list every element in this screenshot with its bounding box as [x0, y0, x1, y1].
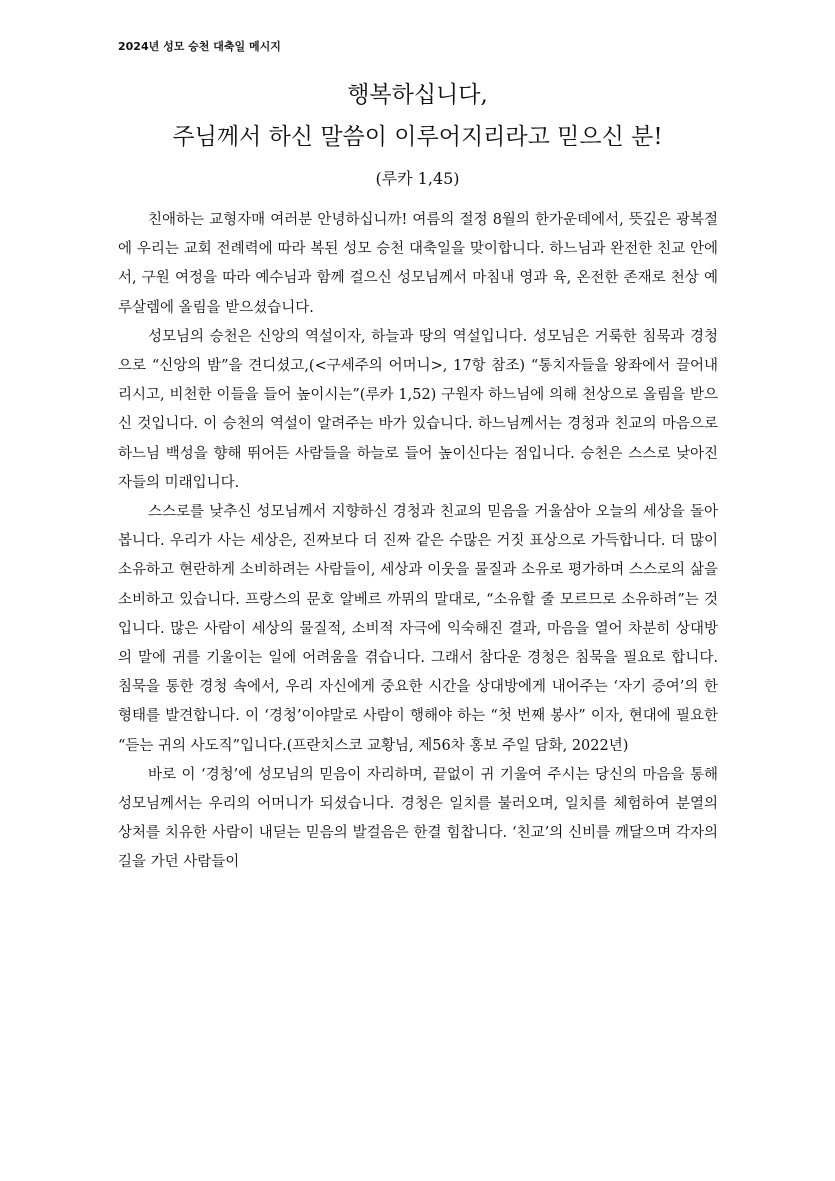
paragraph: 스스로를 낮추신 성모님께서 지향하신 경청과 친교의 믿음을 거울삼아 오늘의 세상을 돌아봅니다. 우리가 사는 세상은, 진짜보다 더 진짜 같은 수많은 거짓 표상으로 가득합니다. 더 많이 소유하고 현란하게 소비하려는 사람들이, 세상과 이웃을 물질과 소유로 평가하며 스스로의 삶을 소비하고 있습니다. 프랑스의 문호 알베르 까뮈의 말대로, “소유할 줄 모르므로 소유하려”는 것입니다. 많은 사람이 세상의 물질적, 소비적 자극에 익숙해진 결과, 마음을 열어 차분히 상대방의 말에 귀를 기울이는 일에 어려움을 겪습니다. 그래서 참다운 경청은 침묵을 필요로 합니다. 침묵을 통한 경청 속에서, 우리 자신에게 중요한 시간을 상대방에게 내어주는 ‘자기 증여’의 한 형태를 발견합니다. 이 ‘경청’이야말로 사람이 행해야 하는 “첫 번째 봉사” 이자, 현대에 필요한 “듣는 귀의 사도직”입니다.(프란치스코 교황님, 제56차 홍보 주일 담화, 2022년)	[118, 504, 718, 754]
paragraph: 성모님의 승천은 신앙의 역설이자, 하늘과 땅의 역설입니다. 성모님은 거룩한 침묵과 경청으로 “신앙의 밤”을 견디셨고,(<구세주의 어머니>, 17항 참조) “통치자들을 왕좌에서 끌어내리시고, 비천한 이들을 들어 높이시는”(루카 1,52) 구원자 하느님에 의해 천상으로 올림을 받으신 것입니다. 이 승천의 역설이 알려주는 바가 있습니다. 하느님께서는 경청과 친교의 마음으로 하느님 백성을 향해 뛰어든 사람들을 하늘로 들어 높이신다는 점입니다. 승천은 스스로 낮아진 자들의 미래입니다.	[118, 328, 718, 491]
message-body	[118, 206, 718, 878]
title-line-2: 주님께서 하신 말씀이 이루어지리라고 믿으신 분!	[172, 124, 663, 150]
title-citation: (루카 1,45)	[375, 169, 460, 188]
running-header: 2024년 성모 승천 대축일 메시지	[118, 40, 281, 53]
paragraph: 친애하는 교형자매 여러분 안녕하십니까! 여름의 절정 8월의 한가운데에서, 뜻깊은 광복절에 우리는 교회 전례력에 따라 복된 성모 승천 대축일을 맞이합니다. 하느님과 완전한 친교 안에서, 구원 여정을 따라 예수님과 함께 걸으신 성모님께서 마침내 영과 육, 온전한 존재로 천상 예루살렘에 올림을 받으셨습니다.	[118, 212, 718, 316]
title-line-1: 행복하십니다,	[347, 82, 488, 108]
paragraph: 바로 이 ‘경청’에 성모님의 믿음이 자리하며, 끝없이 귀 기울여 주시는 당신의 마음을 통해 성모님께서는 우리의 어머니가 되셨습니다. 경청은 일치를 불러오며, 일치를 체험하여 분열의 상처를 치유한 사람이 내딛는 믿음의 발걸음은 한결 힘찹니다. ‘친교’의 신비를 깨달으며 각자의 길을 가던 사람들이	[118, 766, 718, 871]
